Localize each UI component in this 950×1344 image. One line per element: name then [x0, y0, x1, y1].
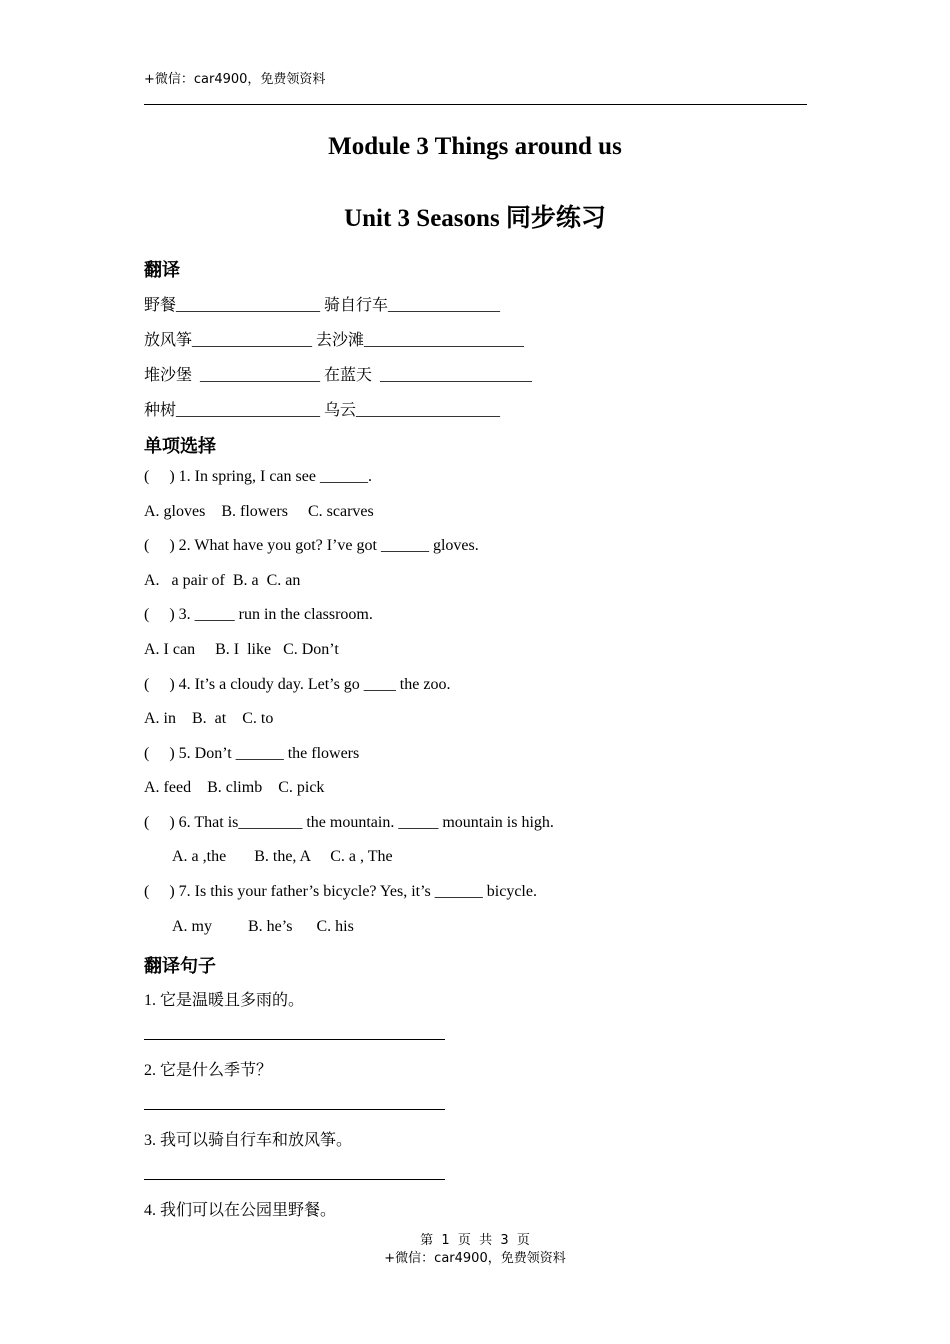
question-4-options: A. in B. at C. to: [144, 710, 274, 727]
page-title: Module 3 Things around us: [328, 133, 622, 160]
question-7-options: A. my B. he’s C. his: [172, 918, 354, 935]
question-6: ( ) 6. That is________ the mountain. _____ mountain is high.: [144, 814, 554, 831]
header-note: +微信：car4900，免费领资料: [144, 72, 326, 87]
answer-line: [144, 1039, 445, 1040]
page-number: 第 1 页 共 3 页: [420, 1233, 530, 1248]
question-5-options: A. feed B. climb C. pick: [144, 779, 325, 796]
question-2-options: A. a pair of B. a C. an: [144, 572, 301, 589]
question-3: ( ) 3. _____ run in the classroom.: [144, 606, 373, 623]
section-heading-choice: 单项选择: [144, 436, 216, 457]
header-divider: [144, 104, 807, 105]
sentence-item: 3. 我可以骑自行车和放风筝。: [144, 1132, 353, 1149]
answer-line: [144, 1179, 445, 1180]
question-4: ( ) 4. It’s a cloudy day. Let’s go ____ the zoo.: [144, 676, 451, 693]
answer-line: [144, 1109, 445, 1110]
footer-note: +微信：car4900，免费领资料: [384, 1251, 566, 1266]
translate-row: 种树__________________ 乌云__________________: [144, 402, 501, 419]
sentence-item: 1. 它是温暖且多雨的。: [144, 992, 305, 1009]
question-1: ( ) 1. In spring, I can see ______.: [144, 468, 372, 485]
section-heading-sentences: 翻译句子: [144, 956, 216, 977]
translate-row: 放风筝_______________ 去沙滩____________________: [144, 332, 525, 349]
translate-row: 堆沙堡 _______________ 在蓝天 ___________________: [144, 367, 533, 384]
question-5: ( ) 5. Don’t ______ the flowers: [144, 745, 360, 762]
section-heading-translate: 翻译: [144, 260, 180, 281]
question-1-options: A. gloves B. flowers C. scarves: [144, 503, 374, 520]
question-6-options: A. a ,the B. the, A C. a , The: [172, 848, 393, 865]
question-3-options: A. I can B. I like C. Don’t: [144, 641, 339, 658]
sentence-item: 2. 它是什么季节？: [144, 1062, 273, 1079]
sentence-item: 4. 我们可以在公园里野餐。: [144, 1202, 337, 1219]
translate-row: 野餐__________________ 骑自行车______________: [144, 297, 501, 314]
question-2: ( ) 2. What have you got? I’ve got ______ gloves.: [144, 537, 479, 554]
question-7: ( ) 7. Is this your father’s bicycle? Yes, it’s ______ bicycle.: [144, 883, 537, 900]
page-subtitle: Unit 3 Seasons 同步练习: [344, 205, 606, 232]
